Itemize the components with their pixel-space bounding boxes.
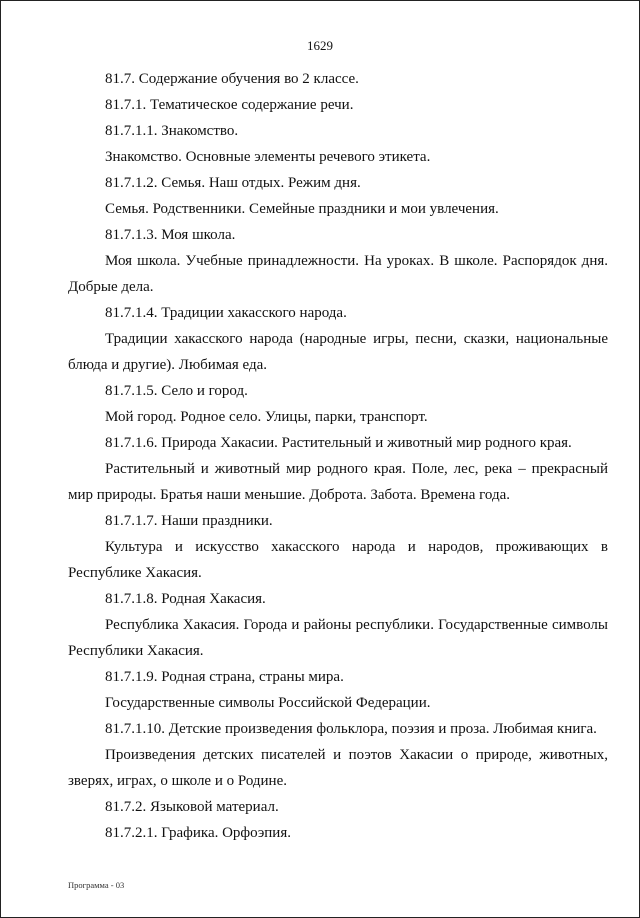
paragraph: Культура и искусство хакасского народа и народов, проживающих в Республике Хакасия. bbox=[68, 539, 608, 581]
heading-topic: 81.7.1.1. Знакомство. bbox=[105, 123, 239, 139]
paragraph: Произведения детских писателей и поэтов Хакасии о природе, животных, зверях, играх, о школе и о Родине. bbox=[68, 747, 608, 789]
heading-topic: 81.7.2.1. Графика. Орфоэпия. bbox=[105, 825, 291, 841]
document-body bbox=[68, 66, 608, 846]
paragraph: Традиции хакасского народа (народные игры, песни, сказки, национальные блюда и другие). Любимая еда. bbox=[68, 331, 608, 373]
page-number: 1629 bbox=[307, 38, 333, 53]
heading-topic: 81.7.1.10. Детские произведения фольклора, поэзия и проза. Любимая книга. bbox=[105, 721, 597, 737]
paragraph: Государственные символы Российской Федерации. bbox=[105, 695, 431, 711]
heading-topic: 81.7.1.6. Природа Хакасии. Растительный и животный мир родного края. bbox=[105, 435, 572, 451]
heading-topic: 81.7.1.2. Семья. Наш отдых. Режим дня. bbox=[105, 175, 361, 191]
heading-topic: 81.7.1.7. Наши праздники. bbox=[105, 513, 273, 529]
heading-topic: 81.7.1.4. Традиции хакасского народа. bbox=[105, 305, 347, 321]
paragraph: Моя школа. Учебные принадлежности. На уроках. В школе. Распорядок дня. Добрые дела. bbox=[68, 253, 608, 295]
heading-topic: 81.7.1.8. Родная Хакасия. bbox=[105, 591, 266, 607]
paragraph: Семья. Родственники. Семейные праздники и мои увлечения. bbox=[105, 201, 499, 217]
heading-topic: 81.7.1.5. Село и город. bbox=[105, 383, 248, 399]
heading-section: 81.7. Содержание обучения во 2 классе. bbox=[105, 71, 359, 87]
paragraph: Республика Хакасия. Города и районы республики. Государственные символы Республики Хакасия. bbox=[68, 617, 608, 659]
footer-label: Программа - 03 bbox=[68, 880, 125, 890]
heading-subsection: 81.7.1. Тематическое содержание речи. bbox=[105, 97, 354, 113]
paragraph: Мой город. Родное село. Улицы, парки, транспорт. bbox=[105, 409, 428, 425]
paragraph: Растительный и животный мир родного края. Поле, лес, река – прекрасный мир природы. Братья наши меньшие. Доброта. Забота. Времена года. bbox=[68, 461, 608, 503]
paragraph: Знакомство. Основные элементы речевого этикета. bbox=[105, 149, 431, 165]
heading-topic: 81.7.1.3. Моя школа. bbox=[105, 227, 236, 243]
heading-subsection: 81.7.2. Языковой материал. bbox=[105, 799, 279, 815]
heading-topic: 81.7.1.9. Родная страна, страны мира. bbox=[105, 669, 344, 685]
